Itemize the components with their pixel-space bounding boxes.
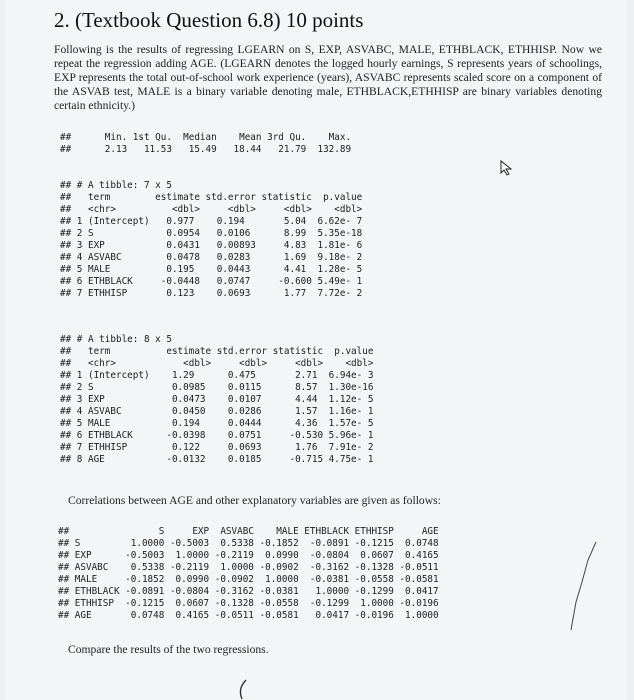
correlation-row: ## AGE 0.0748 0.4165 -0.0511 -0.0581 0.0417 -0.0196 1.0000 [58, 610, 439, 621]
table2-row: ## 2 S 0.0985 0.0115 8.57 1.30e-16 [60, 382, 374, 393]
table1-row: ## 1 (Intercept) 0.977 0.194 5.04 6.62e- 7 [60, 216, 363, 227]
table2-header: ## term estimate std.error statistic p.value [60, 346, 374, 357]
table1-row: ## 7 ETHHISP 0.123 0.0693 1.77 7.72e- 2 [60, 288, 363, 299]
correlation-row: ## MALE -0.1852 0.0990 -0.0902 1.0000 -0.0381 -0.0558 -0.0581 [58, 574, 439, 585]
table1-row: ## 5 MALE 0.195 0.0443 4.41 1.28e- 5 [60, 264, 363, 275]
correlation-row: ## ETHHISP -0.1215 0.0607 -0.1328 -0.0558 -0.1299 1.0000 -0.0196 [58, 598, 439, 609]
table2-row: ## 3 EXP 0.0473 0.0107 4.44 1.12e- 5 [60, 394, 374, 405]
table2-row: ## 5 MALE 0.194 0.0444 4.36 1.57e- 5 [60, 418, 374, 429]
correlation-matrix [58, 526, 439, 622]
table1-header: ## term estimate std.error statistic p.value [60, 192, 363, 203]
pen-annotation-mark [566, 540, 606, 640]
table2-types: ## <chr> <dbl> <dbl> <dbl> <dbl> [60, 358, 374, 369]
pen-stroke-mark [236, 678, 252, 700]
table2-row: ## 7 ETHHISP 0.122 0.0693 1.76 7.91e- 2 [60, 442, 374, 453]
correlation-row: ## EXP -0.5003 1.0000 -0.2119 0.0990 -0.0804 0.0607 0.4165 [58, 550, 439, 561]
table1-row: ## 4 ASVABC 0.0478 0.0283 1.69 9.18e- 2 [60, 252, 363, 263]
mouse-pointer-icon [500, 160, 514, 176]
correlation-row: ## ASVABC 0.5338 -0.2119 1.0000 -0.0902 -0.3162 -0.1328 -0.0511 [58, 562, 439, 573]
question-intro: Following is the results of regressing LGEARN on S, EXP, ASVABC, MALE, ETHBLACK, ETHHISP. Now we repeat the regression adding AGE. (LGEARN denotes the logged hourly earnings, S represents years of schoolings, EXP represents the total out-of-school work experience (years), ASVABC represents scaled score on a component of the ASVAB test, MALE is a binary variable denoting male, ETHBLACK,ETHHISP are binary variables denoting certain ethnicity.) [54, 43, 602, 112]
table2-row: ## 1 (Intercept) 1.29 0.475 2.71 6.94e- 3 [60, 370, 374, 381]
table2-row: ## 8 AGE -0.0132 0.0185 -0.715 4.75e- 1 [60, 454, 374, 465]
table1-row: ## 6 ETHBLACK -0.0448 0.0747 -0.600 5.49e- 1 [60, 276, 363, 287]
summary-header: ## Min. 1st Qu. Median Mean 3rd Qu. Max. [60, 132, 352, 143]
table1-types: ## <chr> <dbl> <dbl> <dbl> <dbl> [60, 204, 363, 215]
regression-table-1 [60, 180, 362, 300]
table1-caption: ## # A tibble: 7 x 5 [60, 180, 172, 191]
regression-table-2 [60, 334, 373, 466]
table1-row: ## 2 S 0.0954 0.0106 8.99 5.35e-18 [60, 228, 363, 239]
table2-caption: ## # A tibble: 8 x 5 [60, 334, 172, 345]
correlation-row: ## S 1.0000 -0.5003 0.5338 -0.1852 -0.0891 -0.1215 0.0748 [58, 538, 439, 549]
summary-values: ## 2.13 11.53 15.49 18.44 21.79 132.89 [60, 144, 352, 155]
correlation-header: ## S EXP ASVABC MALE ETHBLACK ETHHISP AGE [58, 526, 439, 537]
table2-row: ## 4 ASVABC 0.0450 0.0286 1.57 1.16e- 1 [60, 406, 374, 417]
summary-output [60, 132, 351, 156]
question-title: 2. (Textbook Question 6.8) 10 points [54, 8, 364, 32]
compare-prompt: Compare the results of the two regressions. [68, 643, 269, 656]
document-page [6, 0, 626, 700]
table1-row: ## 3 EXP 0.0431 0.00893 4.83 1.81e- 6 [60, 240, 363, 251]
correlation-intro: Correlations between AGE and other explanatory variables are given as follows: [68, 494, 441, 507]
correlation-row: ## ETHBLACK -0.0891 -0.0804 -0.3162 -0.0381 1.0000 -0.1299 0.0417 [58, 586, 439, 597]
table2-row: ## 6 ETHBLACK -0.0398 0.0751 -0.530 5.96e- 1 [60, 430, 374, 441]
